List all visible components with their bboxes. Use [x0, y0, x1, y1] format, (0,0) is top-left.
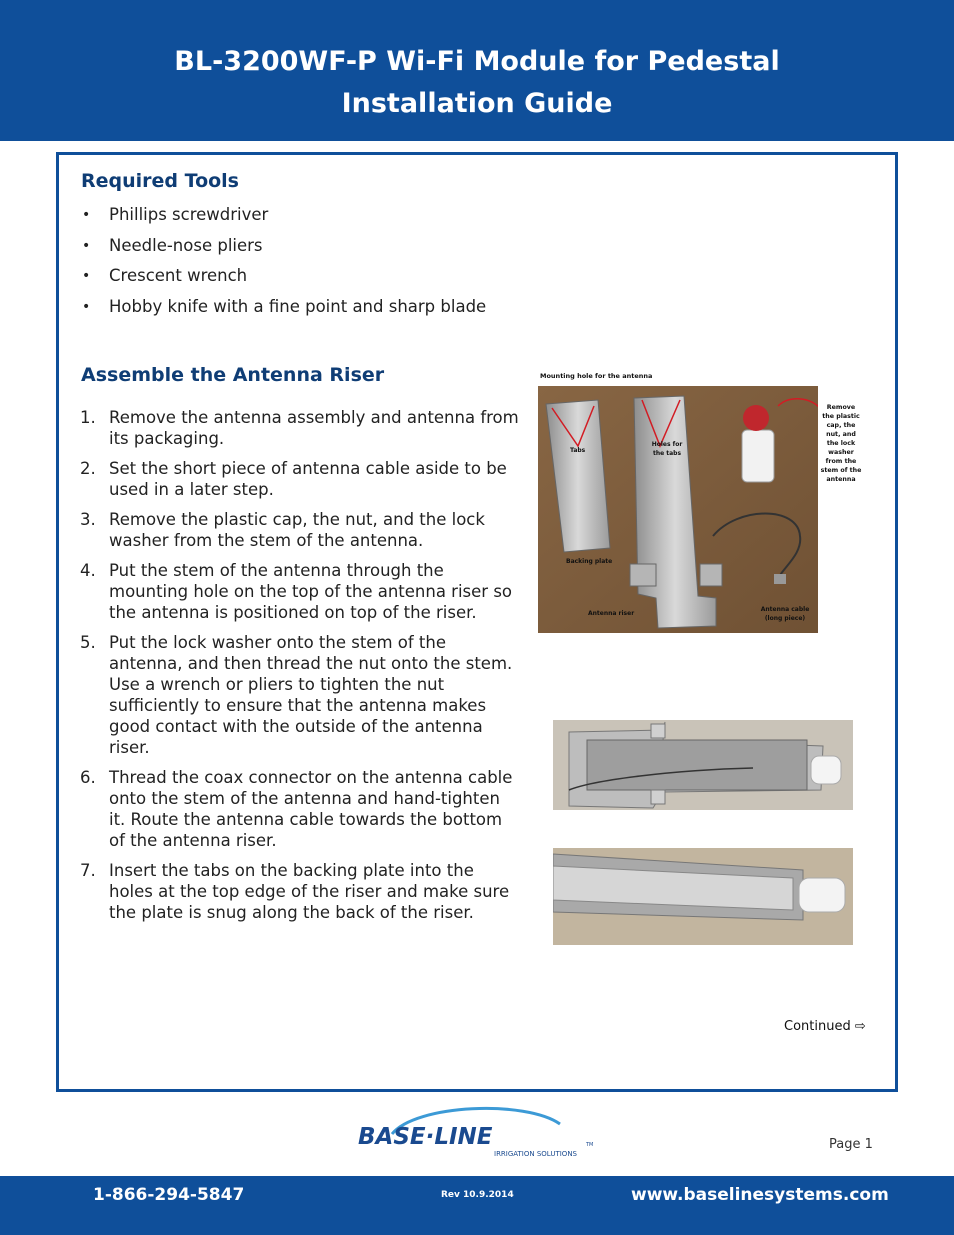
logo-tagline: IRRIGATION SOLUTIONS — [494, 1150, 577, 1158]
baseline-logo — [356, 1106, 600, 1168]
backing-plate-label: Backing plate — [566, 558, 613, 565]
riser-heading: Assemble the Antenna Riser — [81, 364, 385, 386]
assembled-riser-illustration — [553, 720, 853, 810]
list-item — [80, 860, 520, 923]
antenna-parts-illustration — [538, 386, 818, 633]
antenna-parts-photo — [538, 386, 818, 633]
riser-with-plate-photo — [553, 848, 853, 945]
tools-heading: Required Tools — [81, 170, 239, 192]
step-number: 7. — [80, 861, 96, 880]
baseline-logo-graphic — [356, 1106, 600, 1168]
step-text: Remove the antenna assembly and antenna from its packaging. — [109, 408, 519, 448]
footer-website: www.baselinesystems.com — [631, 1185, 889, 1205]
holes-label: Holes for the tabs — [651, 441, 683, 457]
step-text: Set the short piece of antenna cable aside to be used in a later step. — [109, 459, 507, 499]
list-item — [80, 407, 520, 449]
step-number: 4. — [80, 561, 96, 580]
document-title: BL-3200WF-P Wi-Fi Module for Pedestal — [174, 46, 780, 77]
list-item — [80, 458, 520, 500]
tools-list — [80, 204, 486, 326]
step-text: Thread the coax connector on the antenna cable onto the stem of the antenna and hand-tighten it. Route the antenna cable towards the bottom of the antenna riser. — [109, 768, 513, 850]
list-item — [80, 509, 520, 551]
list-item — [80, 560, 520, 623]
remove-parts-label: Remove the plastic cap, the nut, and the lock washer from the stem of the antenna — [820, 404, 862, 483]
steps-list — [80, 407, 520, 932]
antenna-cable-label: Antenna cable (long piece) — [760, 606, 810, 622]
continued-note: Continued ⇨ — [784, 1019, 866, 1034]
page-footer — [0, 1176, 954, 1235]
step-text: Remove the plastic cap, the nut, and the lock washer from the stem of the antenna. — [109, 510, 485, 550]
step-text: Insert the tabs on the backing plate into the holes at the top edge of the riser and make sure the plate is snug along the back of the riser. — [109, 861, 510, 922]
tabs-label: Tabs — [570, 447, 586, 454]
logo-text: BASE·LINE — [358, 1124, 493, 1150]
step-number: 5. — [80, 633, 96, 652]
assembled-riser-photo — [553, 720, 853, 810]
riser-with-plate-illustration — [553, 848, 853, 945]
list-item — [80, 632, 520, 758]
step-number: 2. — [80, 459, 96, 478]
step-number: 3. — [80, 510, 96, 529]
list-item: • Needle-nose pliers — [80, 235, 486, 266]
step-number: 6. — [80, 768, 96, 787]
footer-phone: 1-866-294-5847 — [93, 1185, 245, 1205]
document-subtitle: Installation Guide — [341, 88, 613, 119]
page-number: Page 1 — [829, 1137, 873, 1152]
footer-revision: Rev 10.9.2014 — [441, 1190, 514, 1200]
list-item: • Phillips screwdriver — [80, 204, 486, 235]
page-header — [0, 0, 954, 141]
mounting-hole-label: Mounting hole for the antenna — [540, 372, 653, 380]
step-text: Put the stem of the antenna through the mounting hole on the top of the antenna riser so the antenna is positioned on top of the riser. — [109, 561, 513, 622]
list-item: • Hobby knife with a fine point and sharp blade — [80, 296, 486, 327]
logo-tm: TM — [586, 1142, 594, 1148]
list-item: • Crescent wrench — [80, 265, 486, 296]
list-item — [80, 767, 520, 851]
step-number: 1. — [80, 408, 96, 427]
antenna-riser-label: Antenna riser — [588, 610, 635, 617]
step-text: Put the lock washer onto the stem of the antenna, and then thread the nut onto the stem. Use a wrench or pliers to tighten the nut sufficiently to ensure that the antenna makes good contact with the outside of the antenna riser. — [109, 633, 513, 757]
